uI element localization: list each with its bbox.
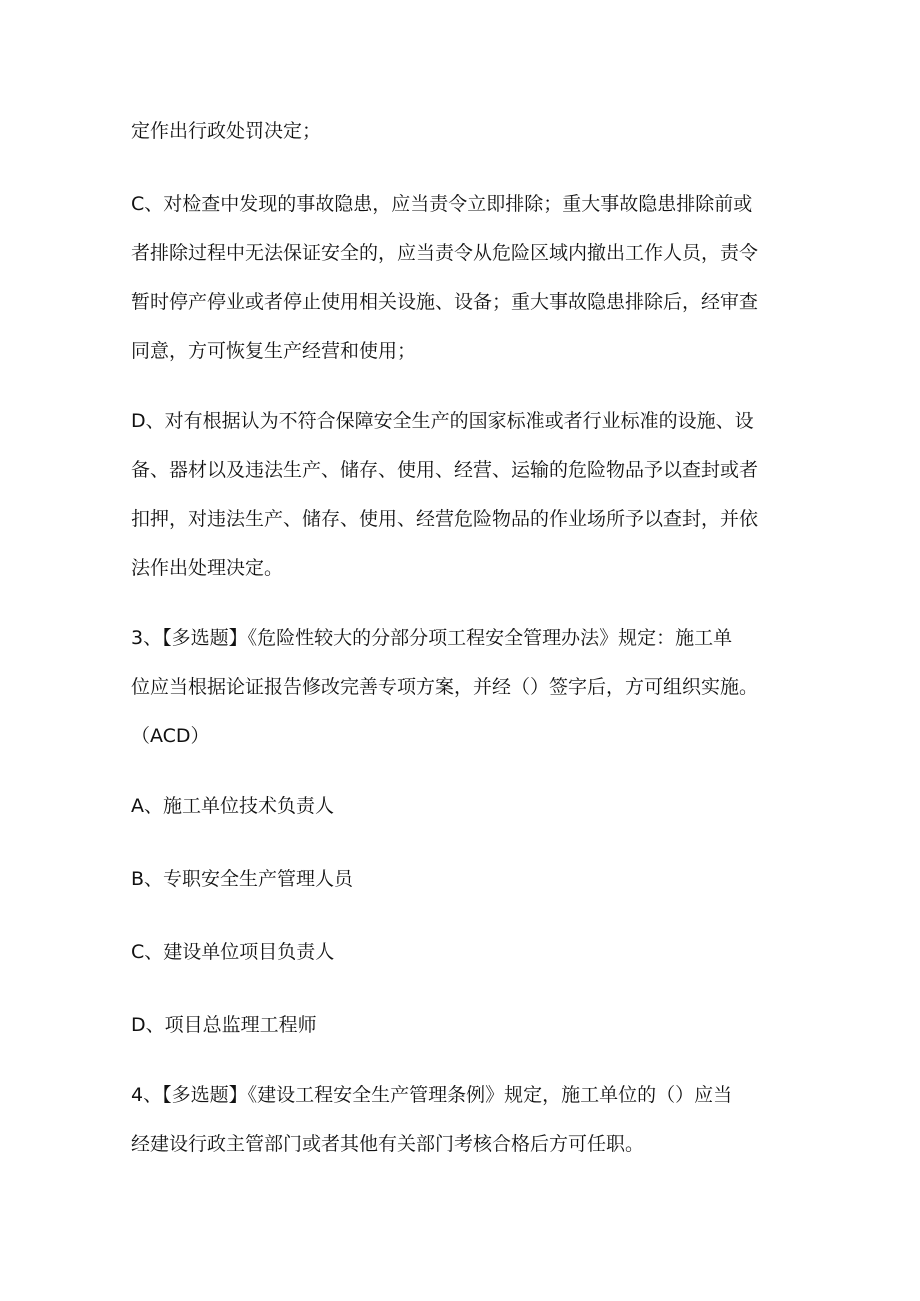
question-2-option-d [131, 397, 806, 593]
text-line: D、项目总监理工程师 [131, 1014, 317, 1036]
text-line: 同意，方可恢复生产经营和使用； [131, 340, 417, 362]
question-2-option-c [131, 180, 806, 376]
text-line: 3、【多选题】《危险性较大的分部分项工程安全管理办法》规定：施工单 [131, 627, 733, 649]
question-3-stem [131, 614, 806, 761]
text-line: 经建设行政主管部门或者其他有关部门考核合格后方可任职。 [131, 1133, 645, 1155]
text-line: 备、器材以及违法生产、储存、使用、经营、运输的危险物品予以查封或者 [131, 459, 759, 481]
text-line: 定作出行政处罚决定； [131, 120, 322, 142]
text-line: 位应当根据论证报告修改完善专项方案，并经（）签字后，方可组织实施。 [131, 676, 759, 698]
text-line: 4、【多选题】《建设工程安全生产管理条例》规定，施工单位的（）应当 [131, 1084, 733, 1106]
text-line: 法作出处理决定。 [131, 557, 284, 579]
text-line: D、对有根据认为不符合保障安全生产的国家标准或者行业标准的设施、设 [131, 410, 754, 432]
text-line: C、建设单位项目负责人 [131, 941, 335, 963]
text-line: A、施工单位技术负责人 [131, 795, 334, 817]
question-4-stem [131, 1071, 806, 1169]
text-line: B、专职安全生产管理人员 [131, 868, 354, 890]
question-3-option-d [131, 1001, 806, 1050]
text-line: 者排除过程中无法保证安全的，应当责令从危险区域内撤出工作人员，责令 [131, 242, 759, 264]
paragraph-continuation [131, 107, 806, 156]
question-3-option-c [131, 928, 806, 977]
text-line: 暂时停产停业或者停止使用相关设施、设备；重大事故隐患排除后，经审查 [131, 291, 759, 313]
question-3-option-b [131, 855, 806, 904]
answer-key: （ACD） [131, 725, 210, 747]
question-3-option-a [131, 782, 806, 831]
text-line: 扣押，对违法生产、储存、使用、经营危险物品的作业场所予以查封，并依 [131, 508, 759, 530]
text-line: C、对检查中发现的事故隐患，应当责令立即排除；重大事故隐患排除前或 [131, 193, 753, 215]
